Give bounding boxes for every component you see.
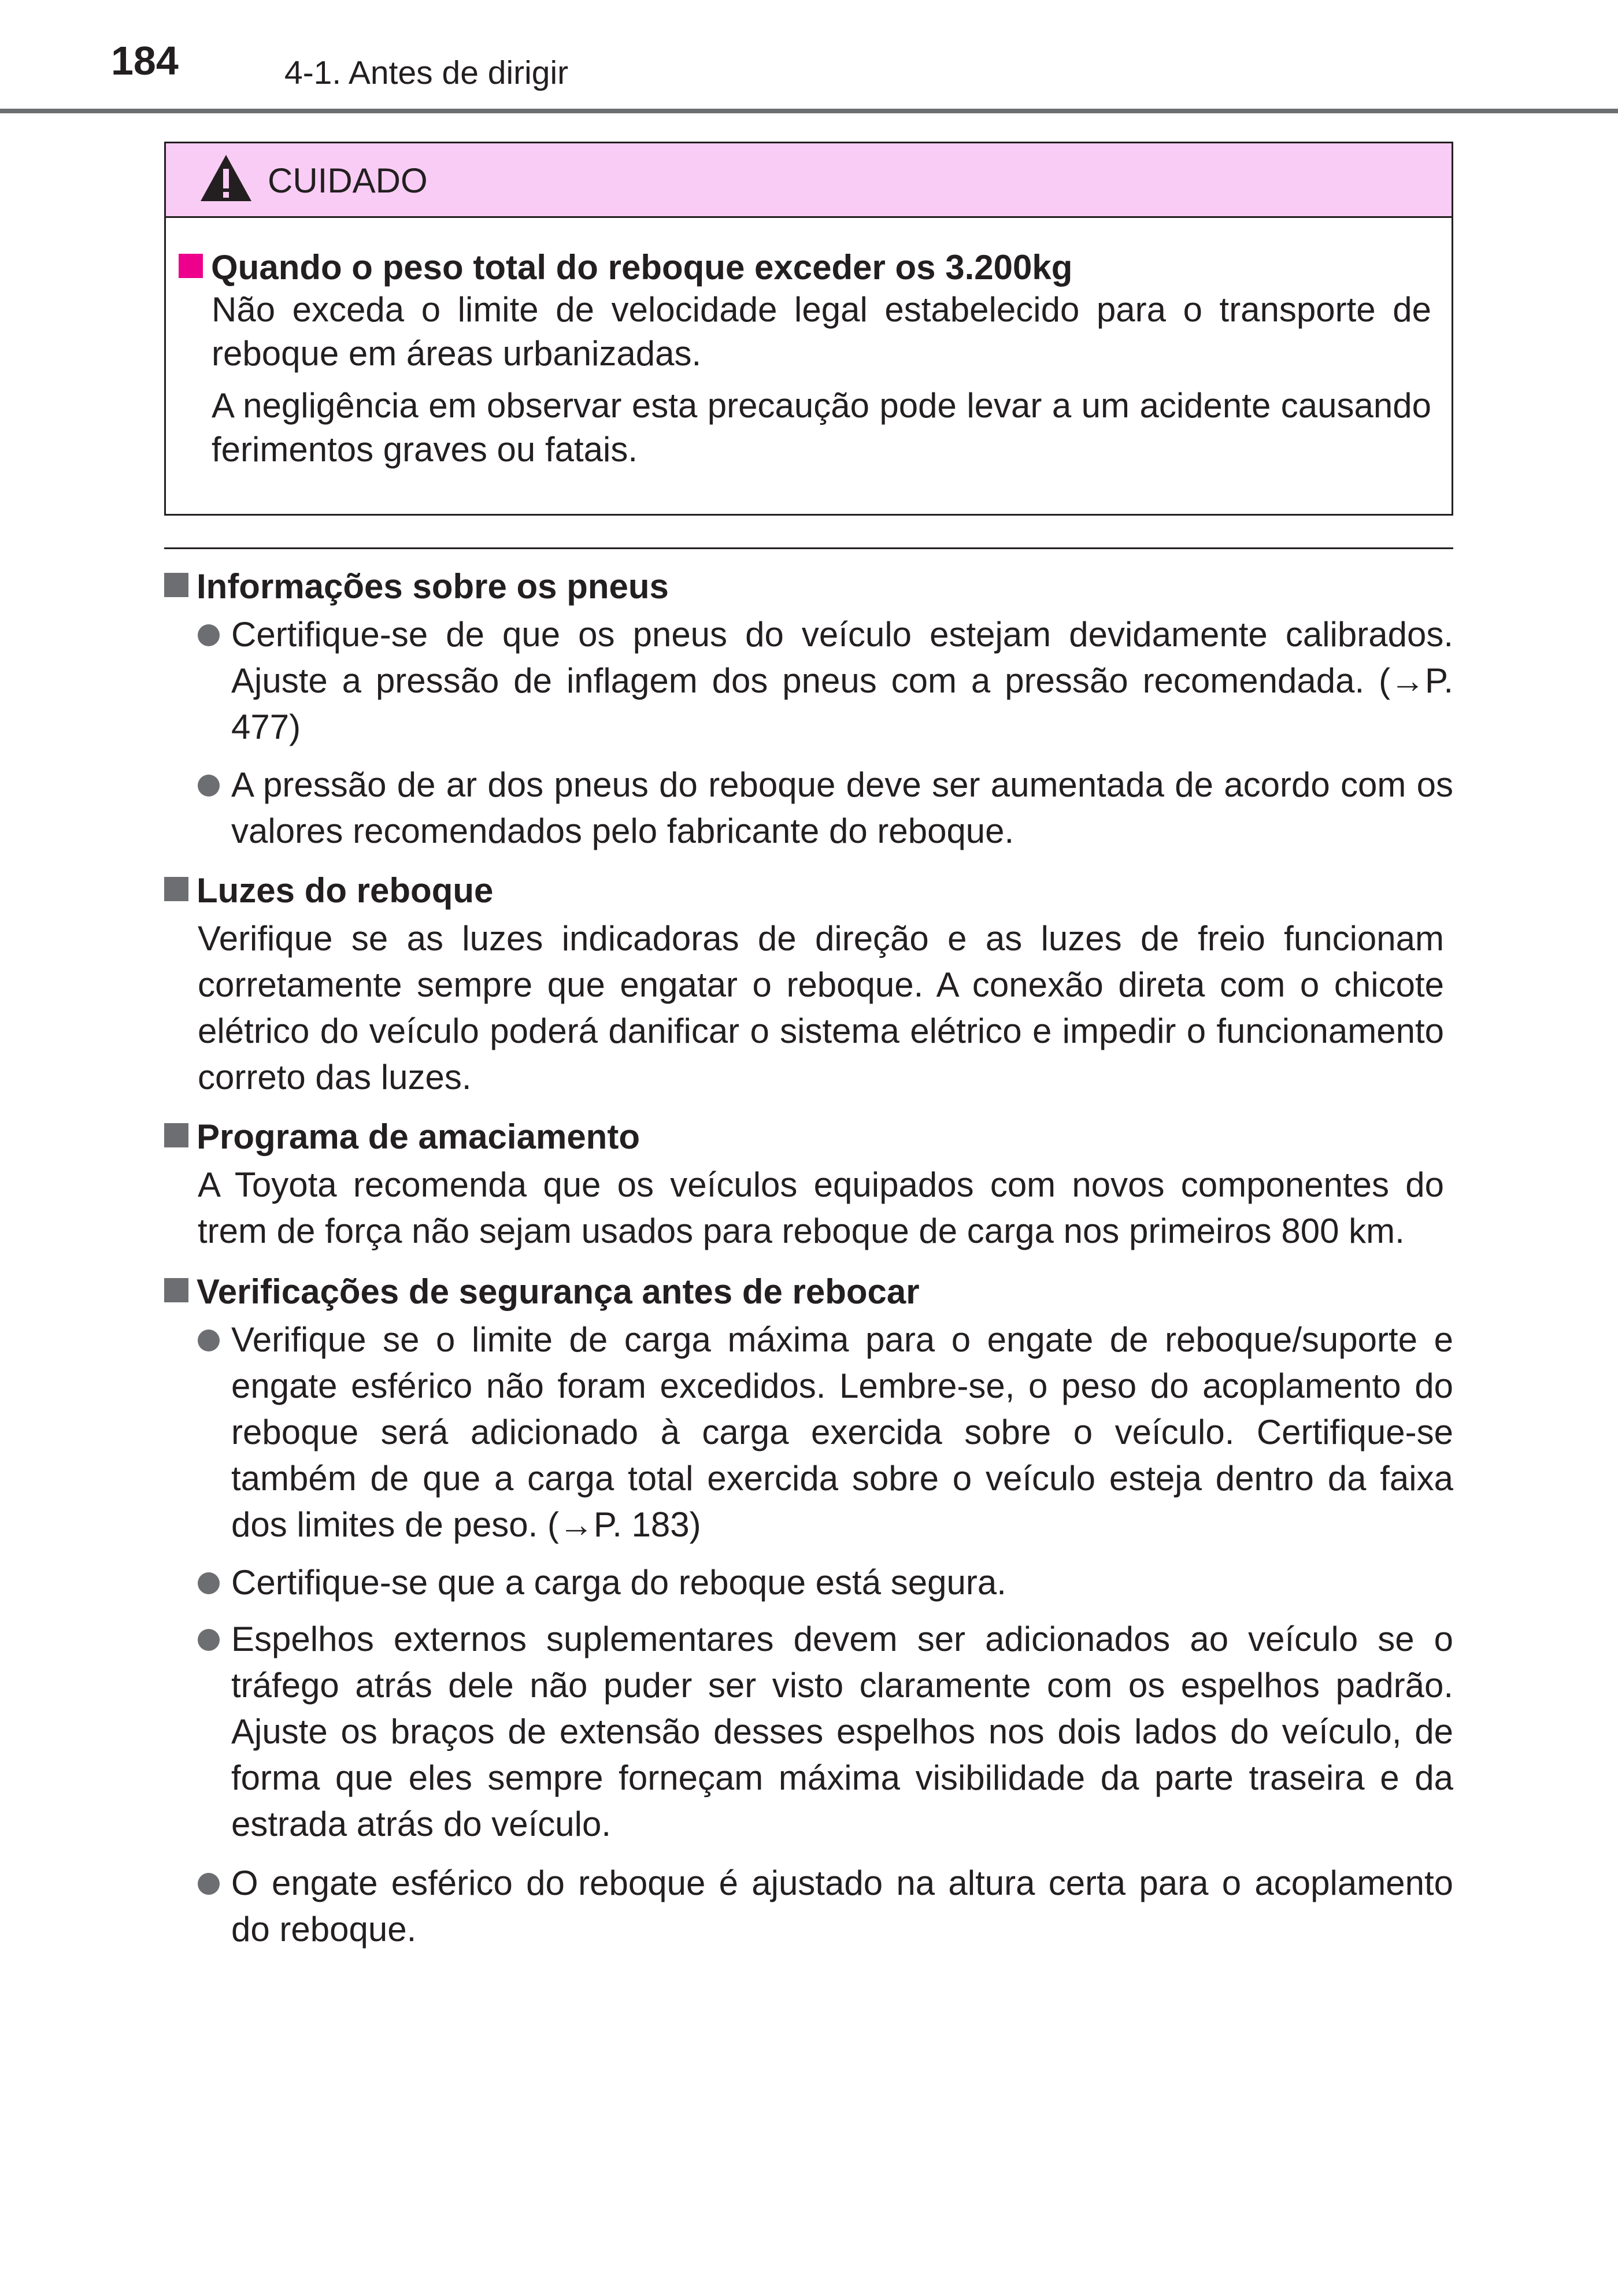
list-item-text: Certifique-se que a carga do reboque está segura. (231, 1563, 1006, 1602)
list-item-text: O engate esférico do reboque é ajustado na altura certa para o acoplamento do reboque. (231, 1864, 1453, 1949)
section-paragraph: Verifique se as luzes indicadoras de direção e as luzes de freio funcionam corretamente sempre que engatar o reboque. A conexão direta com o chicote elétrico do veículo poderá danificar o sistema elétrico e impedir o funcionamento correto das luzes. (198, 919, 1444, 1097)
list-item-text: Espelhos externos suplementares devem ser adicionados ao veículo se o tráfego atrás dele não puder ser visto claramente com os espelhos padrão. Ajuste os braços de extensão desses espelhos nos dois lados do veículo, de forma que eles sempre forneçam máxima visibilidade da parte traseira e da estrada atrás do veículo. (231, 1620, 1453, 1843)
circle-bullet-icon (198, 1572, 220, 1594)
section-heading-amaciamento (164, 1118, 640, 1156)
caution-box (164, 142, 1453, 516)
square-bullet-icon (164, 573, 188, 597)
section-heading-text: Informações sobre os pneus (197, 567, 669, 606)
section-heading-text: Verificações de segurança antes de rebocar (197, 1272, 920, 1311)
circle-bullet-icon (198, 775, 220, 797)
section-heading-pneus (164, 568, 669, 606)
list-item (231, 1616, 1453, 1847)
caution-heading (179, 249, 1072, 287)
square-bullet-icon (164, 1278, 188, 1302)
section-heading-text: Luzes do reboque (197, 871, 494, 910)
list-item (231, 612, 1453, 750)
list-item-text: Certifique-se de que os pneus do veículo estejam devidamente calibrados. Ajuste a pressão de inflagem dos pneus com a pressão recomendada. (→P. 477) (231, 615, 1453, 746)
caution-label: CUIDADO (268, 161, 428, 200)
circle-bullet-icon (198, 624, 220, 646)
list-item (231, 1317, 1453, 1548)
caution-square-icon (179, 254, 203, 278)
caution-header (166, 143, 1452, 218)
caution-paragraph: A negligência em observar esta precaução pode levar a um acidente causando ferimentos graves ou fatais. (212, 386, 1431, 469)
circle-bullet-icon (198, 1330, 220, 1351)
list-item (231, 1860, 1453, 1953)
circle-bullet-icon (198, 1873, 220, 1895)
header-rule (0, 109, 1618, 113)
square-bullet-icon (164, 1123, 188, 1147)
section-label: 4-1. Antes de dirigir (284, 54, 569, 91)
caution-paragraph: Não exceda o limite de velocidade legal estabelecido para o transporte de reboque em áreas urbanizadas. (212, 290, 1431, 373)
list-item-text: A pressão de ar dos pneus do reboque deve ser aumentada de acordo com os valores recomendados pelo fabricante do reboque. (231, 765, 1453, 850)
section-divider (164, 547, 1453, 549)
caution-heading-text: Quando o peso total do reboque exceder os 3.200kg (211, 248, 1073, 287)
square-bullet-icon (164, 877, 188, 901)
list-item-text: Verifique se o limite de carga máxima para o engate de reboque/suporte e engate esférico não foram excedidos. Lembre-se, o peso do acoplamento do reboque será adicionado à carga exercida sobre o veículo. Certifique-se também de que a carga total exercida sobre o veículo esteja dentro da faixa dos limites de peso. (→P. 183) (231, 1320, 1453, 1544)
warning-triangle-icon (199, 154, 253, 202)
list-item (231, 1560, 1453, 1606)
section-heading-luzes (164, 872, 493, 910)
section-heading-text: Programa de amaciamento (197, 1117, 640, 1156)
section-paragraph: A Toyota recomenda que os veículos equipados com novos componentes do trem de força não sejam usados para reboque de carga nos primeiros 800 km. (198, 1165, 1444, 1250)
page-number: 184 (111, 38, 179, 83)
section-heading-verificacoes (164, 1273, 920, 1311)
list-item (231, 762, 1453, 854)
circle-bullet-icon (198, 1629, 220, 1651)
